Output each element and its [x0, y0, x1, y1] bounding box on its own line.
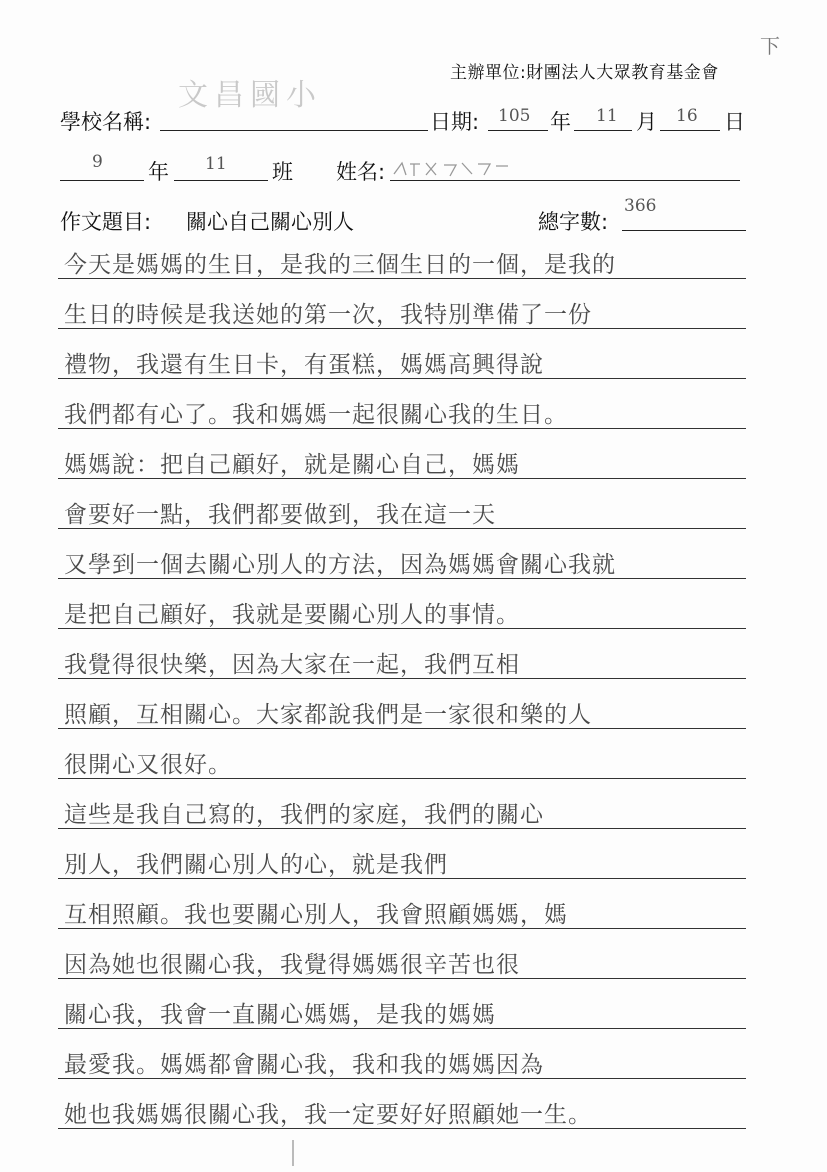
grade-value: 9	[92, 152, 103, 172]
essay-line: 她也我媽媽很關心我，我一定要好好照顧她一生。	[64, 1102, 592, 1128]
date-day-value: 16	[676, 106, 698, 126]
school-stamp: 文昌國小	[178, 78, 322, 113]
topic-title: 關心自己關心別人	[186, 210, 354, 234]
name-field[interactable]	[390, 180, 740, 181]
word-count-label: 總字數:	[538, 210, 609, 234]
essay-line: 我覺得很快樂，因為大家在一起，我們互相	[64, 652, 520, 678]
day-label: 日	[724, 110, 745, 134]
essay-line: 最愛我。媽媽都會關心我，我和我的媽媽因為	[64, 1052, 544, 1078]
class-label: 班	[272, 160, 293, 184]
essay-line: 今天是媽媽的生日，是我的三個生日的一個，是我的	[64, 252, 616, 278]
day-field[interactable]	[660, 130, 720, 131]
school-label: 學校名稱:	[60, 110, 152, 134]
grade-label: 年	[148, 160, 169, 184]
organizer-label: 主辦單位:財團法人大眾教育基金會	[450, 63, 719, 83]
school-field[interactable]	[160, 130, 428, 131]
grade-field[interactable]	[60, 180, 144, 181]
topic-label: 作文題目:	[60, 210, 152, 234]
corner-mark: 下	[760, 34, 780, 58]
essay-line: 我們都有心了。我和媽媽一起很關心我的生日。	[64, 402, 568, 428]
year-field[interactable]	[488, 130, 548, 131]
date-month-value: 11	[596, 106, 618, 126]
essay-line: 會要好一點，我們都要做到，我在這一天	[64, 502, 496, 528]
scan-mark	[292, 1140, 294, 1166]
class-value: 11	[205, 154, 227, 174]
essay-line: 因為她也很關心我，我覺得媽媽很辛苦也很	[64, 952, 520, 978]
essay-line: 生日的時候是我送她的第一次，我特別準備了一份	[64, 302, 592, 328]
word-count-value: 366	[624, 196, 657, 216]
date-year-value: 105	[498, 106, 531, 126]
month-field[interactable]	[574, 130, 632, 131]
essay-line: 媽媽說：把自己顧好，就是關心自己，媽媽	[64, 452, 520, 478]
word-count-field[interactable]	[622, 230, 746, 231]
essay-line: 禮物，我還有生日卡，有蛋糕，媽媽高興得說	[64, 352, 544, 378]
month-label: 月	[636, 110, 657, 134]
essay-line: 這些是我自己寫的，我們的家庭，我們的關心	[64, 802, 544, 828]
essay-line: 互相照顧。我也要關心別人，我會照顧媽媽，媽	[64, 902, 568, 928]
year-label: 年	[550, 110, 571, 134]
class-field[interactable]	[174, 180, 268, 181]
essay-line: 又學到一個去關心別人的方法，因為媽媽會關心我就	[64, 552, 616, 578]
essay-line: 關心我，我會一直關心媽媽，是我的媽媽	[64, 1002, 496, 1028]
essay-line: 別人，我們關心別人的心，就是我們	[64, 852, 448, 878]
date-label: 日期:	[430, 110, 480, 134]
essay-line: 很開心又很好。	[64, 752, 232, 778]
essay-line: 是把自己顧好，我就是要關心別人的事情。	[64, 602, 520, 628]
essay-line: 照顧，互相關心。大家都說我們是一家很和樂的人	[64, 702, 592, 728]
name-label: 姓名:	[336, 160, 386, 184]
student-name-handwriting	[392, 160, 512, 178]
